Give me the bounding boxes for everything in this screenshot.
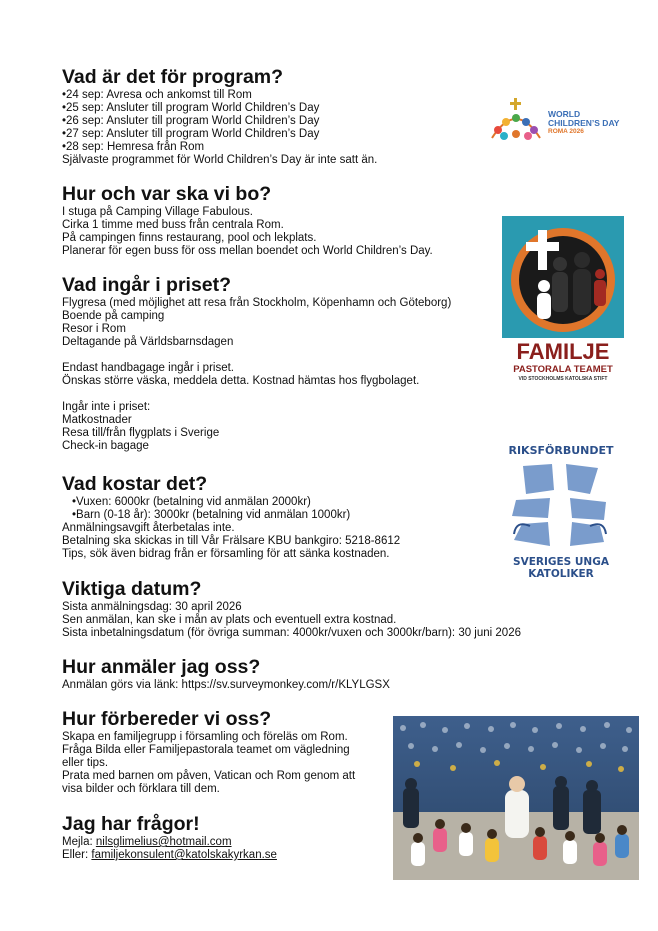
other-mail-link[interactable]: familjekonsulent@katolskakyrkan.se [91, 849, 277, 861]
other-mail-line: Eller: familjekonsulent@katolskakyrkan.se [62, 849, 277, 861]
prepare-line: Prata med barnen om påven, Vatican och Rom genom att [62, 770, 356, 782]
cost-line: Tips, sök även bidrag från er församling för att sänka kostnaden. [62, 548, 390, 560]
crowd-photo-illustration [393, 716, 639, 880]
section-prepare [62, 708, 355, 796]
dates-line: Sista anmälningsdag: 30 april 2026 [62, 601, 242, 613]
familjepastorala-teamet-logo [502, 216, 624, 388]
dates-line: Sen anmälan, kan ske i mån av plats och eventuell extra kostnad. [62, 614, 397, 626]
section-questions [62, 813, 277, 862]
world-childrens-day-logo [486, 94, 631, 144]
program-list [62, 89, 377, 154]
not-included-line: Resa till/från flygplats i Sverige [62, 427, 220, 439]
section-signup [62, 656, 390, 692]
prepare-heading: Hur förbereder vi oss? [62, 708, 272, 730]
signup-link[interactable]: https://sv.surveymonkey.com/r/KLYLGSX [181, 679, 390, 691]
prepare-line: Skapa en familjegrupp i församling och föreläs om Rom. [62, 731, 348, 743]
dates-heading: Viktiga datum? [62, 578, 202, 600]
signup-heading: Hur anmäler jag oss? [62, 656, 261, 678]
mail-line: Mejla: nilsglimelius@hotmail.com [62, 836, 232, 848]
cost-item: •Barn (0-18 år): 3000kr (betalning vid anmälan 1000kr) [72, 509, 351, 521]
bullet-icon: • [62, 89, 67, 101]
rik-bottom-text: SVERIGES UNGA KATOLIKER [513, 556, 609, 580]
stay-heading: Hur och var ska vi bo? [62, 183, 272, 205]
fam-subtitle: PASTORALA TEAMET [513, 364, 613, 375]
cost-line: Anmälningsavgift återbetalas inte. [62, 522, 235, 534]
bullet-icon: • [62, 102, 67, 114]
stay-line: Cirka 1 timme med buss från centrala Rom. [62, 219, 284, 231]
program-item: •26 sep: Ansluter till program World Children’s Day [62, 115, 320, 127]
prepare-line: visa bilder och förklara till dem. [62, 783, 220, 795]
bullet-icon: • [62, 115, 67, 127]
bullet-icon: • [62, 128, 67, 140]
questions-heading: Jag har frågor! [62, 813, 200, 835]
program-item: •28 sep: Hemresa från Rom [62, 141, 205, 153]
cost-heading: Vad kostar det? [62, 473, 208, 495]
stay-line: På campingen finns restaurang, pool och lekplats. [62, 232, 317, 244]
signup-line: Anmälan görs via länk: https://sv.surveymonkey.com/r/KLYLGSX [62, 679, 390, 691]
wcd-emblem-icon [486, 94, 546, 144]
fam-title: FAMILJE [516, 339, 610, 364]
prepare-line: Fråga Bilda eller Familjepastorala teamet om vägledning [62, 744, 350, 756]
program-heading: Vad är det för program? [62, 66, 284, 88]
section-dates [62, 578, 521, 640]
cost-item: •Vuxen: 6000kr (betalning vid anmälan 2000kr) [72, 496, 311, 508]
not-included-heading: Ingår inte i priset: [62, 401, 151, 413]
bullet-icon: • [62, 141, 67, 153]
cost-line: Betalning ska skickas in till Vår Frälsare KBU bankgiro: 5218-8612 [62, 535, 401, 547]
dates-line: Sista inbetalningsdatum (för övriga summan: 4000kr/vuxen och 3000kr/barn): 30 juni 2026 [62, 627, 521, 639]
program-item: •25 sep: Ansluter till program World Children’s Day [62, 102, 320, 114]
program-note: Självaste programmet för World Children’s Day är inte satt än. [62, 154, 378, 166]
wcd-title: WORLD CHILDREN’S DAY [548, 109, 620, 128]
riksforbundet-logo [486, 442, 636, 580]
section-stay [62, 183, 433, 258]
fam-small: VID STOCKHOLMS KATOLSKA STIFT [518, 376, 608, 382]
wcd-subtitle: ROMA 2026 [548, 128, 584, 135]
family-silhouette-icon [502, 216, 624, 338]
included-line: Boende på camping [62, 310, 165, 322]
program-item: •24 sep: Avresa och ankomst till Rom [62, 89, 252, 101]
rik-top-text: RIKSFÖRBUNDET [508, 444, 614, 457]
section-program [62, 66, 377, 167]
not-included-line: Check-in bagage [62, 440, 149, 452]
included-line: Resor i Rom [62, 323, 126, 335]
stay-line: Planerar för egen buss för oss mellan boendet och World Children’s Day. [62, 245, 433, 257]
prepare-line: eller tips. [62, 757, 109, 769]
section-cost [62, 473, 400, 561]
rik-cross-icon [486, 460, 636, 550]
included-heading: Vad ingår i priset? [62, 274, 232, 296]
program-item: •27 sep: Ansluter till program World Children’s Day [62, 128, 320, 140]
included-line: Flygresa (med möjlighet att resa från Stockholm, Köpenhamn och Göteborg) [62, 297, 452, 309]
baggage-line: Endast handbagage ingår i priset. [62, 362, 234, 374]
included-line: Deltagande på Världsbarnsdagen [62, 336, 234, 348]
stay-line: I stuga på Camping Village Fabulous. [62, 206, 253, 218]
baggage-line: Önskas större väska, meddela detta. Kostnad hämtas hos flygbolaget. [62, 375, 420, 387]
event-photo [393, 716, 639, 880]
section-included [62, 274, 451, 453]
mail-link[interactable]: nilsglimelius@hotmail.com [95, 836, 232, 848]
not-included-line: Matkostnader [62, 414, 132, 426]
